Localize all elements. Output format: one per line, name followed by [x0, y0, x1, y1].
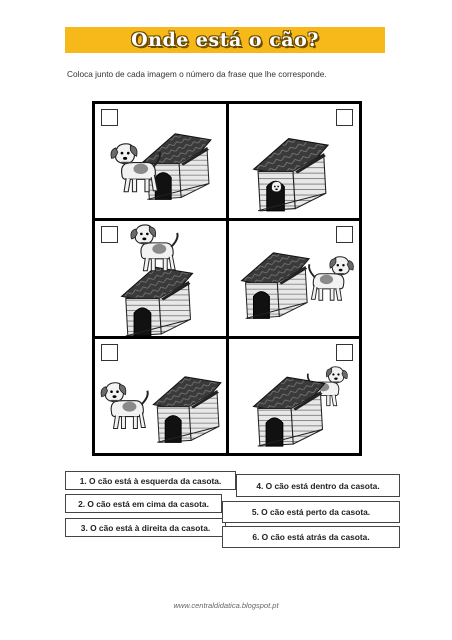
picture-cell-5	[95, 339, 226, 453]
dog-icon	[131, 225, 178, 271]
doghouse-icon	[253, 139, 327, 211]
doghouse-icon	[122, 267, 193, 335]
sentence-card-5[interactable]: 5. O cão está perto da casota.	[222, 501, 400, 523]
sentence-card-1[interactable]: 1. O cão está à esquerda da casota.	[65, 471, 236, 490]
doghouse-icon	[241, 253, 309, 319]
dog-on-top-of-house-illustration	[95, 221, 226, 335]
sentence-card-4[interactable]: 4. O cão está dentro da casota.	[236, 474, 400, 497]
picture-cell-1	[95, 104, 226, 218]
sentence-card-3[interactable]: 3. O cão está à direita da casota.	[65, 518, 226, 537]
dog-inside-house-illustration	[229, 104, 360, 218]
dog-icon	[101, 382, 148, 428]
dog-behind-house-illustration	[229, 339, 360, 453]
page-title: Onde está o cão?	[131, 29, 319, 51]
dog-icon	[271, 182, 281, 192]
dog-icon	[111, 144, 160, 192]
doghouse-icon	[153, 376, 221, 442]
dog-left-of-house-illustration	[95, 104, 226, 218]
picture-cell-6	[229, 339, 360, 453]
title-banner	[65, 27, 385, 53]
footer-credit: www.centraldidatica.blogspot.pt	[173, 601, 279, 610]
picture-cell-2	[229, 104, 360, 218]
dog-right-of-house-illustration	[229, 221, 360, 335]
instruction-text: Coloca junto de cada imagem o número da frase que lhe corresponde.	[67, 69, 327, 79]
dog-icon	[309, 257, 353, 300]
picture-cell-3	[95, 221, 226, 335]
sentence-card-2[interactable]: 2. O cão está em cima da casota.	[65, 494, 222, 513]
dog-near-house-illustration	[95, 339, 226, 453]
doghouse-icon	[253, 377, 324, 446]
sentence-card-6[interactable]: 6. O cão está atrás da casota.	[222, 526, 400, 548]
picture-grid	[92, 101, 362, 456]
picture-cell-4	[229, 221, 360, 335]
